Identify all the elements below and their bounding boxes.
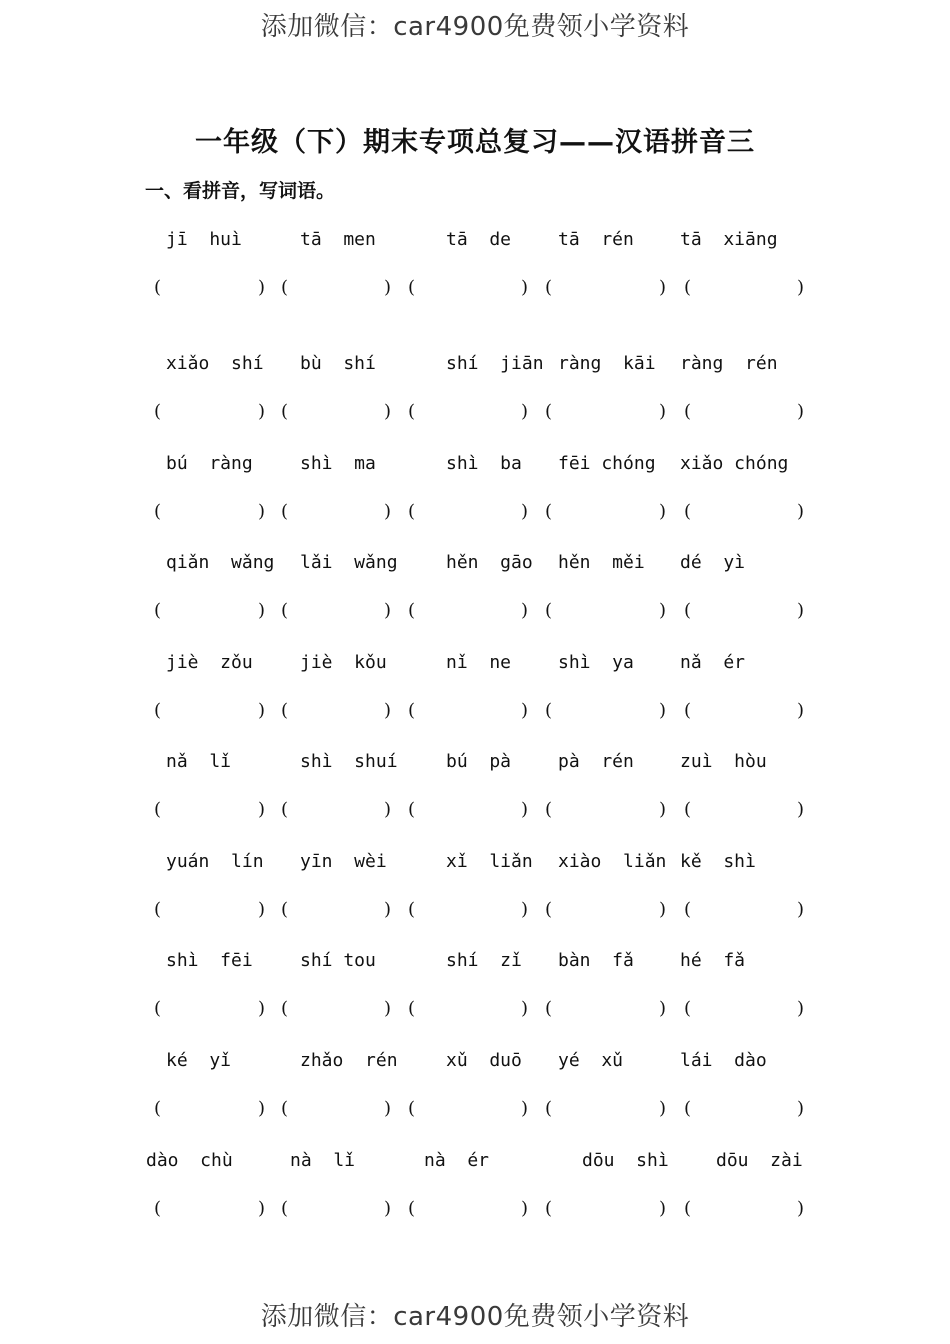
- pinyin-word: nà ér: [424, 1150, 490, 1171]
- pinyin-word: yé xǔ: [558, 1050, 624, 1071]
- answer-paren-close: ): [258, 401, 266, 422]
- answer-blank[interactable]: [696, 1198, 795, 1222]
- pinyin-word: kě shì: [680, 851, 756, 872]
- answer-paren-close: ): [258, 1198, 266, 1219]
- answer-paren-open: (: [281, 1098, 289, 1119]
- answer-paren-open: (: [408, 899, 416, 920]
- answer-blank[interactable]: [293, 501, 382, 525]
- answer-paren-open: (: [545, 501, 553, 522]
- answer-paren-close: ): [659, 700, 667, 721]
- answer-blank[interactable]: [420, 501, 519, 525]
- answer-blank[interactable]: [293, 600, 382, 624]
- pinyin-word: nǎ lǐ: [166, 751, 232, 772]
- answer-blank[interactable]: [293, 700, 382, 724]
- answer-paren-open: (: [408, 700, 416, 721]
- answer-paren-close: ): [521, 700, 529, 721]
- pinyin-word: xǔ duō: [446, 1050, 522, 1071]
- answer-blank[interactable]: [420, 1198, 519, 1222]
- pinyin-word: lái dào: [680, 1050, 767, 1071]
- answer-blank[interactable]: [166, 899, 256, 923]
- pinyin-word: hé fǎ: [680, 950, 746, 971]
- pinyin-word: bù shí: [300, 353, 376, 374]
- pinyin-word: xǐ liǎn: [446, 851, 533, 872]
- answer-blank[interactable]: [557, 600, 657, 624]
- pinyin-word: dōu zài: [716, 1150, 803, 1171]
- answer-paren-open: (: [154, 277, 162, 298]
- answer-paren-close: ): [258, 799, 266, 820]
- answer-paren-close: ): [659, 600, 667, 621]
- answer-paren-close: ): [797, 899, 805, 920]
- answer-blank[interactable]: [557, 277, 657, 301]
- answer-blank[interactable]: [557, 899, 657, 923]
- pinyin-word: bàn fǎ: [558, 950, 634, 971]
- answer-paren-close: ): [384, 1198, 392, 1219]
- answer-blank[interactable]: [557, 401, 657, 425]
- pinyin-word: xiǎo shí: [166, 353, 264, 374]
- answer-paren-open: (: [281, 899, 289, 920]
- pinyin-word: shí zǐ: [446, 950, 522, 971]
- answer-paren-open: (: [281, 998, 289, 1019]
- answer-paren-open: (: [684, 277, 692, 298]
- answer-paren-open: (: [684, 401, 692, 422]
- answer-blank[interactable]: [166, 277, 256, 301]
- pinyin-word: bú pà: [446, 751, 512, 772]
- answer-paren-open: (: [281, 277, 289, 298]
- answer-paren-open: (: [281, 600, 289, 621]
- answer-paren-close: ): [659, 1098, 667, 1119]
- pinyin-word: jiè zǒu: [166, 652, 253, 673]
- answer-blank[interactable]: [420, 700, 519, 724]
- answer-paren-close: ): [797, 700, 805, 721]
- pinyin-word: dé yì: [680, 552, 746, 573]
- watermark-banner-top: 添加微信：car4900免费领小学资料: [260, 12, 690, 42]
- answer-blank[interactable]: [293, 401, 382, 425]
- pinyin-word: xiǎo chóng: [680, 453, 789, 474]
- answer-paren-open: (: [545, 1098, 553, 1119]
- pinyin-word: tā de: [446, 229, 512, 250]
- answer-paren-open: (: [154, 799, 162, 820]
- answer-paren-open: (: [684, 899, 692, 920]
- answer-paren-close: ): [659, 501, 667, 522]
- answer-paren-close: ): [384, 501, 392, 522]
- answer-blank[interactable]: [557, 700, 657, 724]
- pinyin-word: xiào liǎn: [558, 851, 667, 872]
- answer-paren-open: (: [545, 600, 553, 621]
- answer-paren-open: (: [154, 899, 162, 920]
- answer-paren-close: ): [659, 401, 667, 422]
- answer-blank[interactable]: [557, 1098, 657, 1122]
- pinyin-word: zhǎo rén: [300, 1050, 398, 1071]
- answer-paren-close: ): [797, 799, 805, 820]
- answer-blank[interactable]: [293, 998, 382, 1022]
- answer-blank[interactable]: [420, 799, 519, 823]
- answer-paren-open: (: [408, 1098, 416, 1119]
- answer-paren-close: ): [258, 998, 266, 1019]
- answer-paren-close: ): [521, 998, 529, 1019]
- answer-paren-close: ): [659, 277, 667, 298]
- answer-blank[interactable]: [420, 998, 519, 1022]
- pinyin-word: nǐ ne: [446, 652, 512, 673]
- pinyin-word: pà rén: [558, 751, 634, 772]
- answer-paren-open: (: [154, 600, 162, 621]
- answer-paren-close: ): [659, 1198, 667, 1219]
- answer-paren-open: (: [408, 998, 416, 1019]
- answer-paren-open: (: [154, 1098, 162, 1119]
- answer-paren-open: (: [281, 1198, 289, 1219]
- answer-paren-close: ): [384, 998, 392, 1019]
- answer-paren-open: (: [545, 899, 553, 920]
- pinyin-word: ràng rén: [680, 353, 778, 374]
- answer-paren-close: ): [258, 277, 266, 298]
- answer-paren-close: ): [797, 1198, 805, 1219]
- answer-paren-close: ): [521, 1198, 529, 1219]
- answer-blank[interactable]: [696, 799, 795, 823]
- answer-paren-open: (: [408, 501, 416, 522]
- answer-blank[interactable]: [166, 600, 256, 624]
- pinyin-word: shì ba: [446, 453, 522, 474]
- answer-paren-close: ): [521, 501, 529, 522]
- answer-blank[interactable]: [166, 998, 256, 1022]
- pinyin-word: tā xiāng: [680, 229, 778, 250]
- answer-paren-close: ): [797, 501, 805, 522]
- pinyin-word: shì ya: [558, 652, 634, 673]
- answer-paren-close: ): [258, 501, 266, 522]
- pinyin-word: hěn gāo: [446, 552, 533, 573]
- answer-paren-open: (: [545, 700, 553, 721]
- pinyin-word: zuì hòu: [680, 751, 767, 772]
- pinyin-word: fēi chóng: [558, 453, 656, 474]
- answer-paren-open: (: [154, 998, 162, 1019]
- answer-paren-close: ): [797, 277, 805, 298]
- pinyin-word: nǎ ér: [680, 652, 746, 673]
- answer-paren-close: ): [258, 1098, 266, 1119]
- answer-paren-close: ): [384, 1098, 392, 1119]
- answer-blank[interactable]: [166, 401, 256, 425]
- answer-blank[interactable]: [420, 1098, 519, 1122]
- answer-blank[interactable]: [293, 277, 382, 301]
- answer-paren-open: (: [408, 1198, 416, 1219]
- answer-paren-close: ): [797, 600, 805, 621]
- answer-paren-close: ): [384, 899, 392, 920]
- pinyin-word: ràng kāi: [558, 353, 656, 374]
- answer-paren-open: (: [684, 501, 692, 522]
- pinyin-word: shì fēi: [166, 950, 253, 971]
- answer-blank[interactable]: [166, 1198, 256, 1222]
- answer-blank[interactable]: [557, 1198, 657, 1222]
- pinyin-word: nà lǐ: [290, 1150, 356, 1171]
- pinyin-word: tā men: [300, 229, 376, 250]
- answer-blank[interactable]: [696, 401, 795, 425]
- answer-blank[interactable]: [696, 1098, 795, 1122]
- answer-blank[interactable]: [557, 501, 657, 525]
- answer-paren-close: ): [258, 600, 266, 621]
- watermark-banner-bottom: 添加微信：car4900免费领小学资料: [260, 1302, 690, 1332]
- answer-paren-open: (: [684, 1198, 692, 1219]
- answer-paren-close: ): [521, 1098, 529, 1119]
- answer-paren-open: (: [545, 799, 553, 820]
- answer-paren-open: (: [281, 501, 289, 522]
- answer-blank[interactable]: [557, 998, 657, 1022]
- answer-paren-open: (: [545, 401, 553, 422]
- answer-paren-open: (: [545, 277, 553, 298]
- answer-blank[interactable]: [293, 1198, 382, 1222]
- pinyin-word: shì ma: [300, 453, 376, 474]
- answer-paren-open: (: [408, 799, 416, 820]
- answer-paren-open: (: [545, 1198, 553, 1219]
- answer-paren-close: ): [659, 899, 667, 920]
- answer-paren-close: ): [521, 401, 529, 422]
- pinyin-word: jī huì: [166, 229, 242, 250]
- answer-paren-open: (: [154, 401, 162, 422]
- answer-paren-open: (: [281, 799, 289, 820]
- answer-blank[interactable]: [420, 277, 519, 301]
- answer-blank[interactable]: [166, 799, 256, 823]
- pinyin-word: bú ràng: [166, 453, 253, 474]
- pinyin-word: qiǎn wǎng: [166, 552, 275, 573]
- answer-paren-open: (: [684, 1098, 692, 1119]
- answer-blank[interactable]: [166, 501, 256, 525]
- answer-paren-close: ): [797, 1098, 805, 1119]
- answer-blank[interactable]: [420, 600, 519, 624]
- pinyin-word: shí tou: [300, 950, 376, 971]
- pinyin-word: yuán lín: [166, 851, 264, 872]
- pinyin-word: lǎi wǎng: [300, 552, 398, 573]
- answer-blank[interactable]: [293, 799, 382, 823]
- answer-blank[interactable]: [420, 401, 519, 425]
- answer-paren-close: ): [521, 600, 529, 621]
- answer-paren-close: ): [258, 700, 266, 721]
- page-title: 一年级（下）期末专项总复习——汉语拼音三: [195, 127, 755, 158]
- answer-paren-open: (: [281, 401, 289, 422]
- answer-blank[interactable]: [696, 700, 795, 724]
- answer-paren-close: ): [384, 401, 392, 422]
- answer-paren-close: ): [384, 700, 392, 721]
- answer-paren-close: ): [521, 899, 529, 920]
- pinyin-word: hěn měi: [558, 552, 645, 573]
- pinyin-word: jiè kǒu: [300, 652, 387, 673]
- answer-paren-close: ): [384, 277, 392, 298]
- pinyin-word: dōu shì: [582, 1150, 669, 1171]
- answer-paren-close: ): [659, 998, 667, 1019]
- answer-paren-close: ): [384, 600, 392, 621]
- answer-blank[interactable]: [696, 899, 795, 923]
- answer-paren-open: (: [684, 600, 692, 621]
- answer-blank[interactable]: [696, 277, 795, 301]
- answer-blank[interactable]: [696, 998, 795, 1022]
- answer-blank[interactable]: [420, 899, 519, 923]
- answer-paren-open: (: [408, 401, 416, 422]
- answer-paren-open: (: [154, 501, 162, 522]
- answer-blank[interactable]: [696, 501, 795, 525]
- answer-blank[interactable]: [557, 799, 657, 823]
- answer-paren-open: (: [684, 700, 692, 721]
- section-heading: 一、看拼音，写词语。: [145, 180, 336, 202]
- answer-paren-open: (: [408, 600, 416, 621]
- answer-paren-open: (: [154, 1198, 162, 1219]
- answer-paren-open: (: [408, 277, 416, 298]
- answer-paren-close: ): [258, 899, 266, 920]
- answer-blank[interactable]: [293, 899, 382, 923]
- answer-paren-open: (: [281, 700, 289, 721]
- answer-paren-close: ): [521, 799, 529, 820]
- answer-blank[interactable]: [696, 600, 795, 624]
- answer-paren-open: (: [684, 799, 692, 820]
- answer-paren-close: ): [797, 998, 805, 1019]
- answer-paren-open: (: [154, 700, 162, 721]
- answer-paren-open: (: [545, 998, 553, 1019]
- answer-blank[interactable]: [293, 1098, 382, 1122]
- pinyin-word: dào chù: [146, 1150, 233, 1171]
- pinyin-word: shì shuí: [300, 751, 398, 772]
- pinyin-word: yīn wèi: [300, 851, 387, 872]
- answer-paren-close: ): [384, 799, 392, 820]
- answer-paren-close: ): [797, 401, 805, 422]
- answer-paren-close: ): [659, 799, 667, 820]
- answer-blank[interactable]: [166, 700, 256, 724]
- pinyin-word: tā rén: [558, 229, 634, 250]
- answer-blank[interactable]: [166, 1098, 256, 1122]
- answer-paren-open: (: [684, 998, 692, 1019]
- pinyin-word: ké yǐ: [166, 1050, 232, 1071]
- answer-paren-close: ): [521, 277, 529, 298]
- pinyin-word: shí jiān: [446, 353, 544, 374]
